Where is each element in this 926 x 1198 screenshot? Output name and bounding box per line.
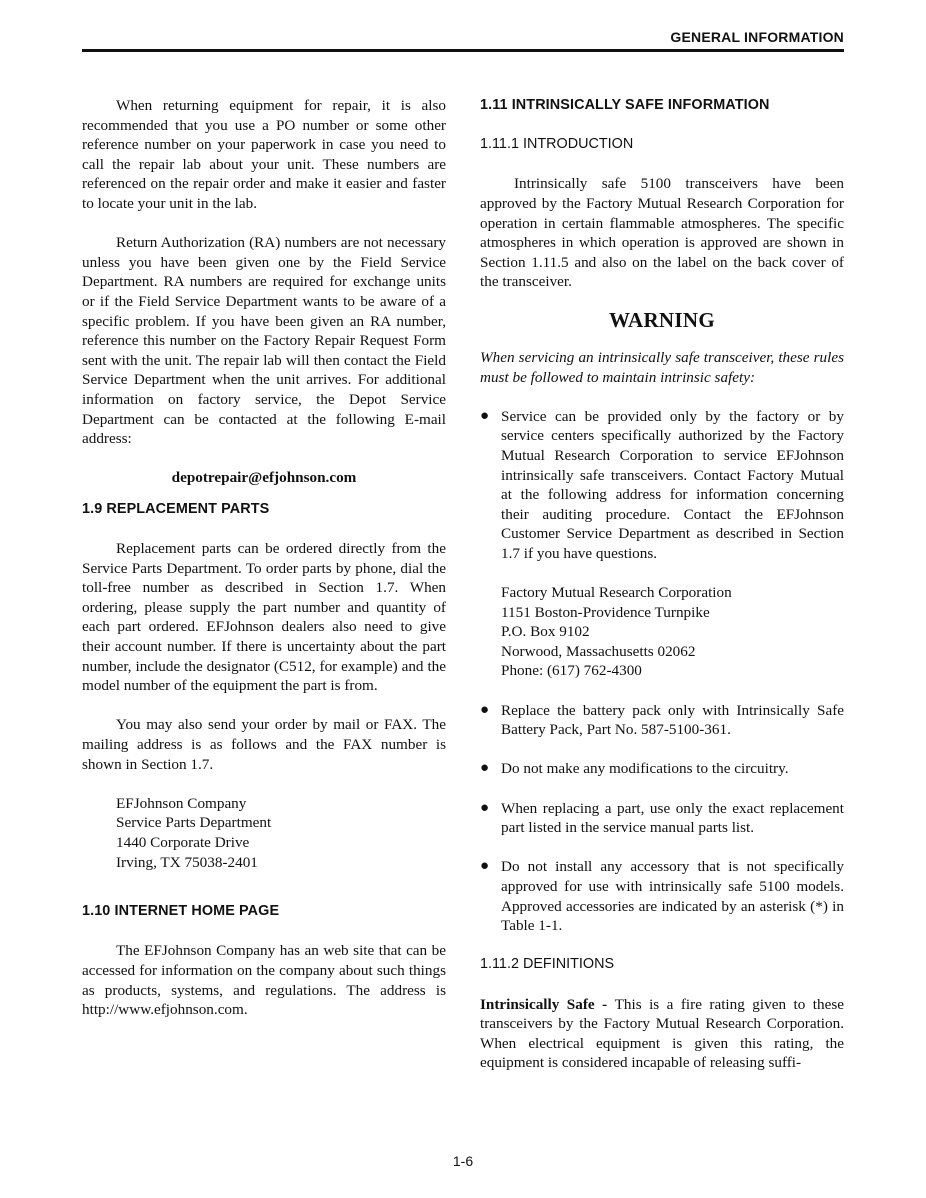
page-number: 1-6 [452,1153,474,1169]
list-item [480,407,844,564]
factory-mutual-address [480,583,844,681]
bullet-text: When replacing a part, use only the exact replacement part listed in the service manual parts list. [501,799,844,837]
list-item [480,857,844,935]
left-column [82,96,446,1020]
paragraph-replacement-parts: Replacement parts can be ordered directly from the Service Parts Department. To order parts by phone, dial the toll-free number as described in Section 1.7. When ordering, please supply the part number and quantity of each part ordered. EFJohnson dealers also need to give their account number. If there is uncertainty about the part number, include the designator (C512, for example) and the model number of the equipment the part is from. [82,540,446,695]
bullet-text: Do not make any modifications to the circuitry. [501,760,789,778]
address-line: Factory Mutual Research Corporation [501,584,732,602]
address-line: Phone: (617) 762-4300 [501,662,642,680]
bullet-text: Replace the battery pack only with Intrinsically Safe Battery Pack, Part No. 587-5100-361. [501,701,844,739]
list-item [480,799,844,838]
subsection-1-11-2-title: 1.11.2 DEFINITIONS [480,956,615,973]
paragraph-mail-fax: You may also send your order by mail or FAX. The mailing address is as follows and the FAX number is shown in Section 1.7. [82,716,446,773]
address-line: P.O. Box 9102 [501,623,590,641]
bullet-icon: ● [480,701,490,718]
bullet-icon: ● [480,799,490,816]
paragraph-web-site: The EFJohnson Company has an web site that can be accessed for information on the company about such things as products, systems, and regulations. The address is http://www.efjohnson.com. [82,942,446,1019]
definition-text: This is a fire rating given to these transceivers by the Factory Mutual Research Corporation. When electrical equipment is given this rating, the equipment is considered incapable of releasing suffi- [480,995,844,1072]
bullet-icon: ● [480,760,490,777]
address-line: 1440 Corporate Drive [116,833,250,851]
paragraph-return-authorization: Return Authorization (RA) numbers are not necessary unless you have been given one by the Field Service Department. RA numbers are required for exchange units or if the Field Service Department wants to be aware of a specific problem. If you have been given an RA number, reference this number on the Factory Repair Request Form sent with the unit. The repair lab will then contact the Field Service Department when the unit arrives. For additional information on factory service, the Depot Service Department can be contacted at the following E-mail address: [82,234,446,448]
bullet-icon: ● [480,858,490,875]
depot-email: depotrepair@efjohnson.com [171,469,357,487]
bullet-text: Do not install any accessory that is not specifically approved for use with intrinsically safe 5100 models. Approved accessories are indicated by an asterisk (*) in Table 1-1. [501,858,844,935]
bullet-icon: ● [480,407,490,424]
header-rule [82,49,844,52]
bullet-text: Service can be provided only by the factory or by service centers specifically authorized by the Factory Mutual Research Corporation to service EFJohnson intrinsically safe transceivers. Contact Factory Mutual at the following address for information concerning their auditing procedure. Contact the EFJohnson Customer Service Department as described in Section 1.7 if you have questions. [501,407,844,562]
section-1-9-title: 1.9 REPLACEMENT PARTS [82,500,270,517]
list-item [480,759,844,779]
section-1-11-title: 1.11 INTRINSICALLY SAFE INFORMATION [480,97,770,113]
paragraph-repair-po: When returning equipment for repair, it is also recommended that you use a PO number or some other reference number on your paperwork in case you need to call the repair lab about your unit. These numbers are referenced on the repair order and make it easier and faster to locate your unit in the lab. [82,97,446,212]
address-line: 1151 Boston-Providence Turnpike [501,603,710,621]
running-header: GENERAL INFORMATION [670,29,844,45]
definition-term: Intrinsically Safe - [480,995,615,1013]
definition-paragraph [480,995,844,1073]
paragraph-intro: Intrinsically safe 5100 transceivers have been approved by the Factory Mutual Research Corporation for operation in certain flammable atmospheres. The specific atmospheres in which operation is approved are shown in Section 1.11.5 and also on the label on the back cover of the transceiver. [480,175,844,291]
warning-text: When servicing an intrinsically safe transceiver, these rules must be followed to maintain intrinsic safety: [480,348,844,386]
warning-title: WARNING [609,307,715,332]
subsection-1-11-1-title: 1.11.1 INTRODUCTION [480,136,634,153]
section-1-10-title: 1.10 INTERNET HOME PAGE [82,903,280,920]
right-column [480,96,844,1073]
address-line: EFJohnson Company [116,794,247,812]
address-line: Irving, TX 75038-2401 [116,853,258,871]
efjohnson-address [116,794,446,872]
address-line: Norwood, Massachusetts 02062 [501,642,696,660]
address-line: Service Parts Department [116,814,272,832]
list-item [480,701,844,740]
